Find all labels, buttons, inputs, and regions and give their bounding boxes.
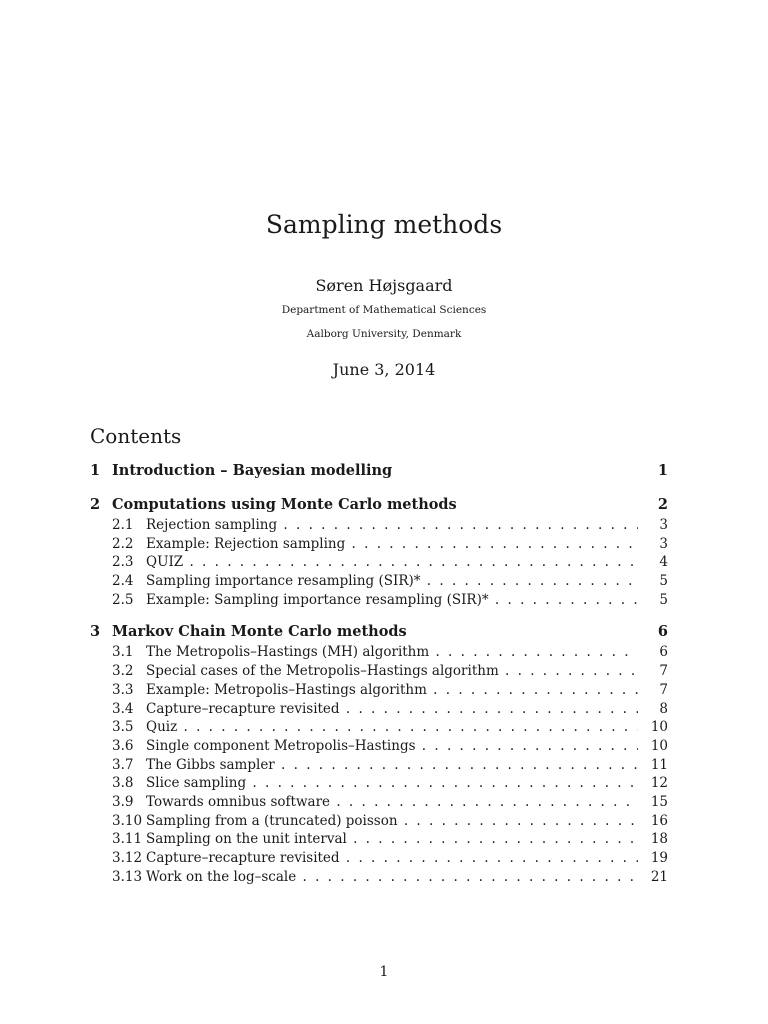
toc-subsection-title: QUIZ . . . xyxy=(146,553,638,572)
toc-subsection-page: 3 xyxy=(659,535,668,552)
contents-heading: Contents xyxy=(90,424,182,448)
toc-subsection-number: 2.1 xyxy=(112,517,134,533)
toc-subsection-number: 3.9 xyxy=(112,793,134,810)
toc-subsection-number: 2.4 xyxy=(112,573,134,590)
toc-subsection-number: 3.3 xyxy=(112,681,134,698)
document-date: June 3, 2014 xyxy=(332,360,436,379)
toc-subsection[interactable] xyxy=(90,535,668,554)
toc-subsection-title: Capture–recapture revisited . . . xyxy=(146,700,638,719)
page-number: 1 xyxy=(379,964,389,980)
toc-subsection-number: 3.7 xyxy=(112,756,134,773)
toc-subsection-number: 3.1 xyxy=(112,644,134,661)
toc-subsection[interactable] xyxy=(90,718,668,737)
toc-subsection[interactable] xyxy=(90,849,668,868)
toc-subsection-title: Towards omnibus software . . . xyxy=(146,793,638,812)
toc-section[interactable] xyxy=(90,621,668,643)
toc-subsection-page: 11 xyxy=(650,756,668,773)
toc-subsection[interactable] xyxy=(90,662,668,681)
toc-section-page: 6 xyxy=(657,623,668,641)
toc-subsection-title: Example: Metropolis–Hastings algorithm . . . xyxy=(146,681,638,700)
toc-section-title: Introduction – Bayesian modelling xyxy=(112,462,393,479)
toc-subsection-number: 3.10 xyxy=(112,812,143,829)
toc-subsection-title: Example: Rejection sampling . . . xyxy=(146,535,638,554)
toc-section-number: 1 xyxy=(90,462,101,479)
toc-subsection[interactable] xyxy=(90,681,668,700)
toc-subsection-title: The Metropolis–Hastings (MH) algorithm . . . xyxy=(146,643,638,662)
toc-gap xyxy=(90,482,668,494)
toc-subsection-number: 3.6 xyxy=(112,737,134,754)
toc-subsection-title: Rejection sampling . . . xyxy=(146,516,638,535)
toc-subsection-title: Single component Metropolis–Hastings . . . xyxy=(146,737,638,756)
toc-section-number: 2 xyxy=(90,496,101,513)
toc-subsection-page: 12 xyxy=(650,775,668,792)
toc-subsection-page: 19 xyxy=(650,850,668,866)
toc-subsection-number: 3.5 xyxy=(112,719,134,736)
toc-subsection-title: Example: Sampling importance resampling (SIR)* . . . xyxy=(146,591,638,610)
toc-section[interactable] xyxy=(90,460,668,482)
toc-subsection-number: 3.4 xyxy=(112,700,134,717)
toc-subsection[interactable] xyxy=(90,572,668,591)
toc-section-number: 3 xyxy=(90,623,101,641)
toc-subsection-page: 15 xyxy=(650,793,668,810)
toc-subsection-title: Sampling from a (truncated) poisson . . . xyxy=(146,812,638,831)
toc-section-page: 2 xyxy=(657,496,668,513)
toc-subsection-number: 2.2 xyxy=(112,535,134,552)
toc-subsection[interactable] xyxy=(90,756,668,775)
toc-subsection-title: Sampling on the unit interval . . . xyxy=(146,830,638,849)
toc-subsection-title: Work on the log–scale . . . xyxy=(146,868,638,887)
toc-subsection-title: Quiz . . . xyxy=(146,718,638,737)
toc-subsection-title: Slice sampling . . . xyxy=(146,774,638,793)
toc-subsection-page: 21 xyxy=(650,868,668,885)
toc-section-title: Computations using Monte Carlo methods xyxy=(112,496,457,513)
toc-subsection-page: 5 xyxy=(659,591,668,608)
toc-subsection[interactable] xyxy=(90,774,668,793)
toc-subsection-page: 10 xyxy=(650,719,668,736)
toc-subsection-title: The Gibbs sampler . . . xyxy=(146,756,638,775)
toc-gap xyxy=(90,609,668,621)
affiliation-department: Department of Mathematical Sciences xyxy=(281,304,487,316)
toc-subsection-page: 10 xyxy=(650,737,668,754)
toc-subsection-page: 16 xyxy=(650,812,668,829)
toc-subsection[interactable] xyxy=(90,830,668,849)
author-name: Søren Højsgaard xyxy=(315,276,453,295)
toc-subsection-page: 6 xyxy=(659,644,668,661)
toc-subsection-page: 7 xyxy=(659,681,668,698)
toc-subsection-title: Capture–recapture revisited . . . xyxy=(146,849,638,868)
toc-subsection[interactable] xyxy=(90,812,668,831)
toc-subsection-number: 3.12 xyxy=(112,850,143,866)
table-of-contents xyxy=(90,460,668,886)
toc-section[interactable] xyxy=(90,494,668,516)
toc-subsection-page: 5 xyxy=(659,573,668,590)
toc-subsection-page: 3 xyxy=(659,517,668,533)
toc-subsection-page: 4 xyxy=(659,554,668,571)
toc-subsection-number: 3.11 xyxy=(112,831,143,848)
toc-subsection-number: 3.8 xyxy=(112,775,134,792)
toc-subsection[interactable] xyxy=(90,700,668,719)
toc-subsection-number: 2.3 xyxy=(112,554,134,571)
affiliation-university: Aalborg University, Denmark xyxy=(306,328,462,340)
toc-subsection[interactable] xyxy=(90,868,668,887)
toc-subsection[interactable] xyxy=(90,516,668,535)
toc-subsection-page: 7 xyxy=(659,663,668,680)
toc-section-page: 1 xyxy=(657,462,668,479)
toc-subsection-number: 2.5 xyxy=(112,591,134,608)
toc-subsection-page: 18 xyxy=(650,831,668,848)
toc-subsection-page: 8 xyxy=(659,700,668,717)
toc-subsection-number: 3.13 xyxy=(112,868,143,885)
toc-subsection[interactable] xyxy=(90,553,668,572)
toc-subsection[interactable] xyxy=(90,737,668,756)
toc-section-title: Markov Chain Monte Carlo methods xyxy=(112,623,407,641)
toc-subsection[interactable] xyxy=(90,793,668,812)
toc-subsection-title: Sampling importance resampling (SIR)* . . . xyxy=(146,572,638,591)
toc-subsection[interactable] xyxy=(90,643,668,662)
toc-subsection-number: 3.2 xyxy=(112,663,134,680)
toc-subsection[interactable] xyxy=(90,591,668,610)
document-title: Sampling methods xyxy=(265,210,503,239)
toc-subsection-title: Special cases of the Metropolis–Hastings algorithm . . . xyxy=(146,662,638,681)
